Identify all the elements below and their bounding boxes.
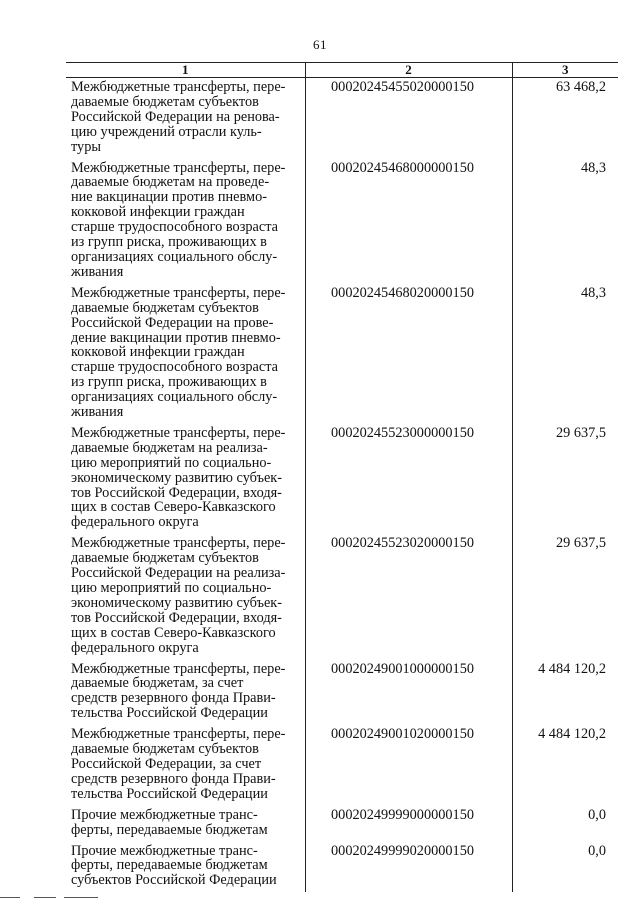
transfer-name-line: экономическому развитию субъек-: [71, 469, 283, 486]
transfer-name-line: Межбюджетные трансферты, пере-: [71, 424, 286, 441]
transfer-name-line: Межбюджетные трансферты, пере-: [71, 159, 286, 176]
table-row: [66, 534, 618, 659]
transfer-name-cell: [66, 842, 305, 893]
table-row: [66, 284, 618, 424]
transfer-name-line: из групп риска, проживающих в: [71, 234, 267, 251]
transfer-name-line: Межбюджетные трансферты, пере-: [71, 726, 286, 743]
transfer-name-line: старше трудоспособного возраста: [71, 219, 278, 236]
budget-code-cell: 00020249001020000150: [305, 725, 512, 806]
budget-code-cell: 00020249001000000150: [305, 660, 512, 726]
transfer-name-line: туры: [71, 138, 101, 155]
transfer-name-line: Российской Федерации на прове-: [71, 314, 274, 331]
transfer-name-line: кокковой инфекции граждан: [71, 204, 245, 221]
transfer-name-cell: [66, 159, 305, 284]
transfer-name-line: экономическому развитию субъек-: [71, 594, 283, 611]
amount-cell: 29 637,5: [512, 534, 618, 659]
transfer-name-line: ферты, передаваемые бюджетам: [71, 821, 268, 838]
transfer-name-line: даваемые бюджетам субъектов: [71, 93, 259, 110]
transfer-name-line: цию учреждений отрасли куль-: [71, 123, 262, 140]
transfer-name-line: средств резервного фонда Прави-: [71, 770, 276, 787]
transfer-name-line: тельства Российской Федерации: [71, 705, 268, 722]
transfer-name-line: Межбюджетные трансферты, пере-: [71, 535, 286, 552]
transfer-name-line: Межбюджетные трансферты, пере-: [71, 660, 286, 677]
transfer-name-line: федерального округа: [71, 639, 199, 656]
budget-code-cell: 00020245468020000150: [305, 284, 512, 424]
transfer-name-line: щих в состав Северо-Кавказского: [71, 499, 276, 516]
budget-code-cell: 00020245523000000150: [305, 424, 512, 534]
budget-code-cell: 00020249999000000150: [305, 806, 512, 842]
page-number: 61: [313, 37, 327, 52]
transfer-name-cell: [66, 284, 305, 424]
table-row: [66, 725, 618, 806]
transfer-name-line: живания: [71, 404, 124, 421]
transfer-name-line: субъектов Российской Федерации: [71, 872, 277, 889]
transfer-name-line: щих в состав Северо-Кавказского: [71, 624, 276, 641]
transfer-name-cell: [66, 78, 305, 159]
transfer-name-line: даваемые бюджетам на реализа-: [71, 439, 268, 456]
table-row: [66, 424, 618, 534]
transfer-name-line: Прочие межбюджетные транс-: [71, 806, 258, 823]
transfer-name-cell: [66, 660, 305, 726]
budget-code-cell: 00020245468000000150: [305, 159, 512, 284]
table-row: [66, 78, 618, 159]
transfer-name-line: даваемые бюджетам субъектов: [71, 741, 259, 758]
transfer-name-line: Российской Федерации, за счет: [71, 755, 262, 772]
table-header-row: [66, 63, 618, 78]
transfer-name-line: Российской Федерации на реализа-: [71, 565, 286, 582]
transfer-name-line: организациях социального обслу-: [71, 389, 278, 406]
transfer-name-line: ние вакцинации против пневмо-: [71, 189, 267, 206]
transfer-name-line: ферты, передаваемые бюджетам: [71, 857, 268, 874]
transfer-name-cell: [66, 806, 305, 842]
transfer-name-line: средств резервного фонда Прави-: [71, 690, 276, 707]
amount-cell: 4 484 120,2: [512, 660, 618, 726]
budget-table-container: [66, 62, 618, 892]
transfer-name-line: федерального округа: [71, 514, 199, 531]
transfer-name-line: из групп риска, проживающих в: [71, 374, 267, 391]
transfer-name-line: Межбюджетные трансферты, пере-: [71, 79, 286, 95]
transfer-name-line: кокковой инфекции граждан: [71, 344, 245, 361]
transfer-name-line: дение вакцинации против пневмо-: [71, 329, 281, 346]
column-header-1: 1: [66, 63, 305, 78]
transfer-name-line: живания: [71, 263, 124, 280]
transfer-name-line: даваемые бюджетам субъектов: [71, 299, 259, 316]
amount-cell: 29 637,5: [512, 424, 618, 534]
amount-cell: 0,0: [512, 806, 618, 842]
table-row: [66, 842, 618, 893]
table-body: [66, 78, 618, 893]
column-header-3: 3: [512, 63, 618, 78]
transfer-name-line: даваемые бюджетам субъектов: [71, 550, 259, 567]
budget-code-cell: 00020245455020000150: [305, 78, 512, 159]
footer-mark: [64, 897, 98, 898]
table-row: [66, 159, 618, 284]
transfer-name-line: тельства Российской Федерации: [71, 785, 268, 802]
transfer-name-line: тов Российской Федерации, входя-: [71, 609, 282, 626]
amount-cell: 0,0: [512, 842, 618, 893]
transfer-name-line: тов Российской Федерации, входя-: [71, 484, 282, 501]
transfer-name-cell: [66, 424, 305, 534]
budget-table: [66, 62, 618, 892]
transfer-name-line: цию мероприятий по социально-: [71, 454, 272, 471]
transfer-name-line: Российской Федерации на ренова-: [71, 108, 280, 125]
table-row: [66, 806, 618, 842]
transfer-name-line: даваемые бюджетам, за счет: [71, 675, 244, 692]
column-header-2: 2: [305, 63, 512, 78]
amount-cell: 48,3: [512, 284, 618, 424]
footer-mark: [0, 897, 20, 898]
budget-code-cell: 00020249999020000150: [305, 842, 512, 893]
transfer-name-line: Прочие межбюджетные транс-: [71, 842, 258, 859]
budget-code-cell: 00020245523020000150: [305, 534, 512, 659]
transfer-name-line: Межбюджетные трансферты, пере-: [71, 284, 286, 301]
table-row: [66, 660, 618, 726]
transfer-name-line: даваемые бюджетам на проведе-: [71, 174, 270, 191]
amount-cell: 4 484 120,2: [512, 725, 618, 806]
transfer-name-line: организациях социального обслу-: [71, 248, 278, 265]
transfer-name-cell: [66, 534, 305, 659]
amount-cell: 48,3: [512, 159, 618, 284]
transfer-name-line: старше трудоспособного возраста: [71, 359, 278, 376]
transfer-name-cell: [66, 725, 305, 806]
footer-mark: [34, 897, 56, 898]
amount-cell: 63 468,2: [512, 78, 618, 159]
transfer-name-line: цию мероприятий по социально-: [71, 580, 272, 596]
